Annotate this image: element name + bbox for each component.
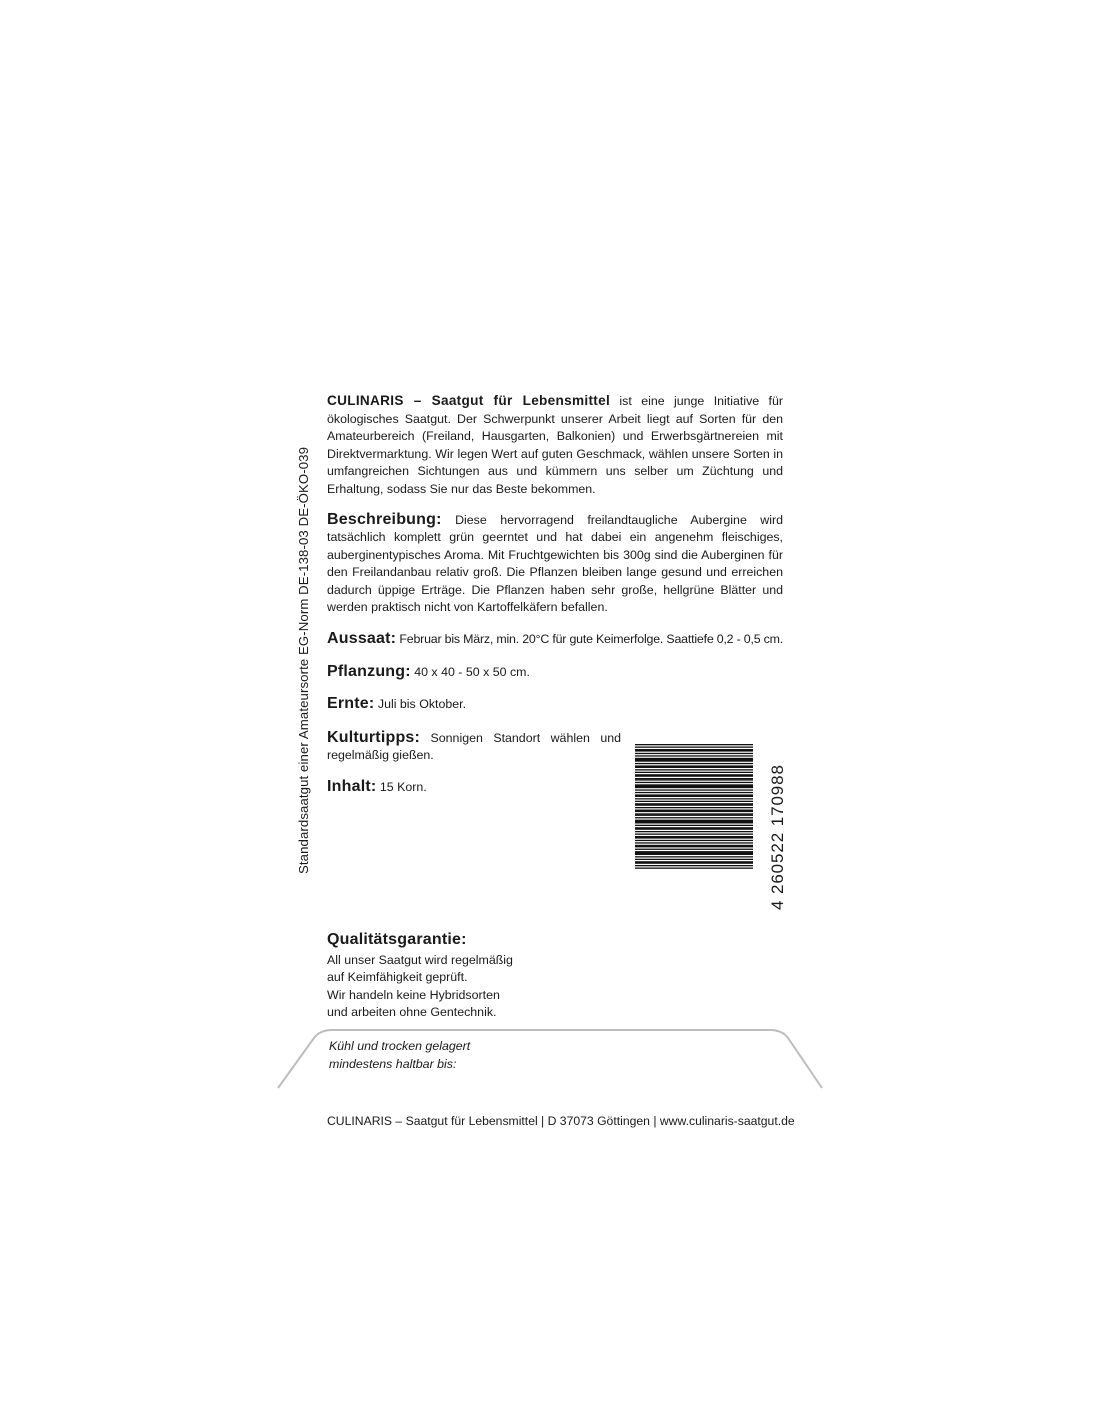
ernte-label: Ernte: bbox=[327, 695, 375, 712]
section-pflanzung bbox=[327, 663, 783, 681]
barcode-bar bbox=[635, 744, 753, 745]
barcode-bars bbox=[635, 744, 760, 910]
barcode-bar bbox=[635, 801, 753, 802]
storage-line: mindestens haltbar bis: bbox=[329, 1056, 457, 1071]
beschreibung-label: Beschreibung: bbox=[327, 511, 442, 528]
barcode-bar bbox=[635, 851, 753, 855]
inhalt-text: 15 Korn. bbox=[376, 780, 427, 794]
barcode-bar bbox=[635, 789, 753, 790]
barcode-bar bbox=[635, 755, 753, 756]
barcode-bar bbox=[635, 810, 753, 813]
barcode-bar bbox=[635, 778, 753, 779]
barcode-bar bbox=[635, 803, 753, 806]
beschreibung-text: Diese hervorragend freilandtaugliche Aubergine wird tatsächlich komplett grün geerntet und hat dabei ein angenehm fleischiges, auberginentypisches Aroma. Mit Fruchtgewichten bis 300g sind die Auberginen für den Freilandanbau relativ groß. Die Pflanzen bleiben lange gesund und erreichen dadurch üppige Erträge. Die Pflanzen haben sehr große, hellgrüne Blätter und werden praktisch nicht von Kartoffelkäfern befallen. bbox=[327, 513, 783, 615]
barcode-bar bbox=[635, 769, 753, 770]
brand-name: CULINARIS – Saatgut für Lebensmittel bbox=[327, 393, 611, 408]
intro-paragraph bbox=[327, 392, 783, 499]
barcode-bar bbox=[635, 820, 753, 824]
footer-address: CULINARIS – Saatgut für Lebensmittel | D 37073 Göttingen | www.culinaris-saatgut.de bbox=[327, 1114, 795, 1128]
side-certification-note: Standardsaatgut einer Amateursorte EG-Norm DE-138-03 DE-ÖKO-039 bbox=[296, 446, 311, 874]
intro-text: ist eine junge Initiative für ökologisches Saatgut. Der Schwerpunkt unserer Arbeit liegt auf Sorten für den Amateurbereich (Freiland, Hausgarten, Balkonien) und Erwerbsgärtnereien mit Direktvermarktung. Wir legen Wert auf guten Geschmack, wählen unsere Sorten in umfangreichen Sichtungen aus und kümmern uns selber um Züchtung und Erhaltung, sodass Sie nur das Beste bekommen. bbox=[327, 394, 783, 496]
quality-line: auf Keimfähigkeit geprüft. bbox=[327, 970, 468, 985]
barcode-digits: 4 260522 170988 bbox=[768, 764, 787, 910]
storage-line: Kühl und trocken gelagert bbox=[329, 1039, 471, 1053]
barcode-bar bbox=[635, 807, 753, 808]
barcode-bar bbox=[635, 865, 753, 866]
barcode-bar bbox=[635, 798, 753, 799]
barcode-bar bbox=[635, 792, 753, 793]
barcode-bar bbox=[635, 842, 753, 843]
inhalt-label: Inhalt: bbox=[327, 778, 377, 795]
storage-note bbox=[329, 1038, 470, 1073]
barcode-bar bbox=[635, 747, 753, 748]
quality-line: All unser Saatgut wird regelmäßig bbox=[327, 953, 513, 967]
section-aussaat bbox=[327, 630, 787, 648]
barcode-bar bbox=[635, 763, 753, 764]
barcode-bar bbox=[635, 861, 753, 864]
aussaat-label: Aussaat: bbox=[327, 630, 397, 647]
barcode-bar bbox=[635, 815, 753, 816]
barcode-bar bbox=[635, 782, 753, 783]
aussaat-text: Februar bis März, min. 20°C für gute Keimerfolge. Saattiefe 0,2 - 0,5 cm. bbox=[396, 632, 784, 646]
barcode-bar bbox=[635, 825, 753, 826]
barcode-bar bbox=[635, 779, 753, 780]
kulturtipps-text: Sonnigen Standort wählen und regelmäßig gießen. bbox=[327, 731, 621, 763]
barcode-bar bbox=[635, 840, 753, 841]
barcode-bar bbox=[635, 859, 753, 860]
ernte-text: Juli bis Oktober. bbox=[374, 697, 467, 711]
barcode-bar bbox=[635, 749, 753, 752]
barcode-bar bbox=[635, 784, 753, 788]
barcode-bar bbox=[635, 856, 753, 857]
quality-line: Wir handeln keine Hybridsorten bbox=[327, 987, 500, 1002]
barcode-bar bbox=[635, 765, 753, 768]
section-kulturtipps bbox=[327, 729, 621, 765]
kulturtipps-label: Kulturtipps: bbox=[327, 729, 421, 746]
section-ernte bbox=[327, 695, 783, 713]
barcode-bar bbox=[635, 868, 753, 869]
barcode-bar bbox=[635, 774, 753, 777]
quality-line: und arbeiten ohne Gentechnik. bbox=[327, 1005, 497, 1020]
barcode-bar bbox=[635, 758, 753, 762]
barcode-bar bbox=[635, 831, 753, 832]
barcode-bar bbox=[635, 794, 753, 797]
pflanzung-label: Pflanzung: bbox=[327, 663, 411, 680]
barcode-bar bbox=[635, 845, 753, 848]
barcode-bar bbox=[635, 834, 753, 835]
pflanzung-text: 40 x 40 - 50 x 50 cm. bbox=[410, 665, 530, 679]
barcode-bar bbox=[635, 849, 753, 850]
section-inhalt bbox=[327, 778, 621, 796]
barcode-bar bbox=[635, 836, 753, 839]
barcode-bar bbox=[635, 813, 753, 814]
quality-guarantee bbox=[327, 931, 557, 1022]
barcode-bar bbox=[635, 817, 753, 818]
barcode-bar bbox=[635, 827, 753, 830]
quality-title: Qualitätsgarantie: bbox=[327, 931, 467, 948]
section-beschreibung bbox=[327, 511, 783, 616]
barcode-bar bbox=[635, 772, 753, 773]
barcode-bar bbox=[635, 753, 753, 754]
barcode bbox=[635, 744, 765, 910]
